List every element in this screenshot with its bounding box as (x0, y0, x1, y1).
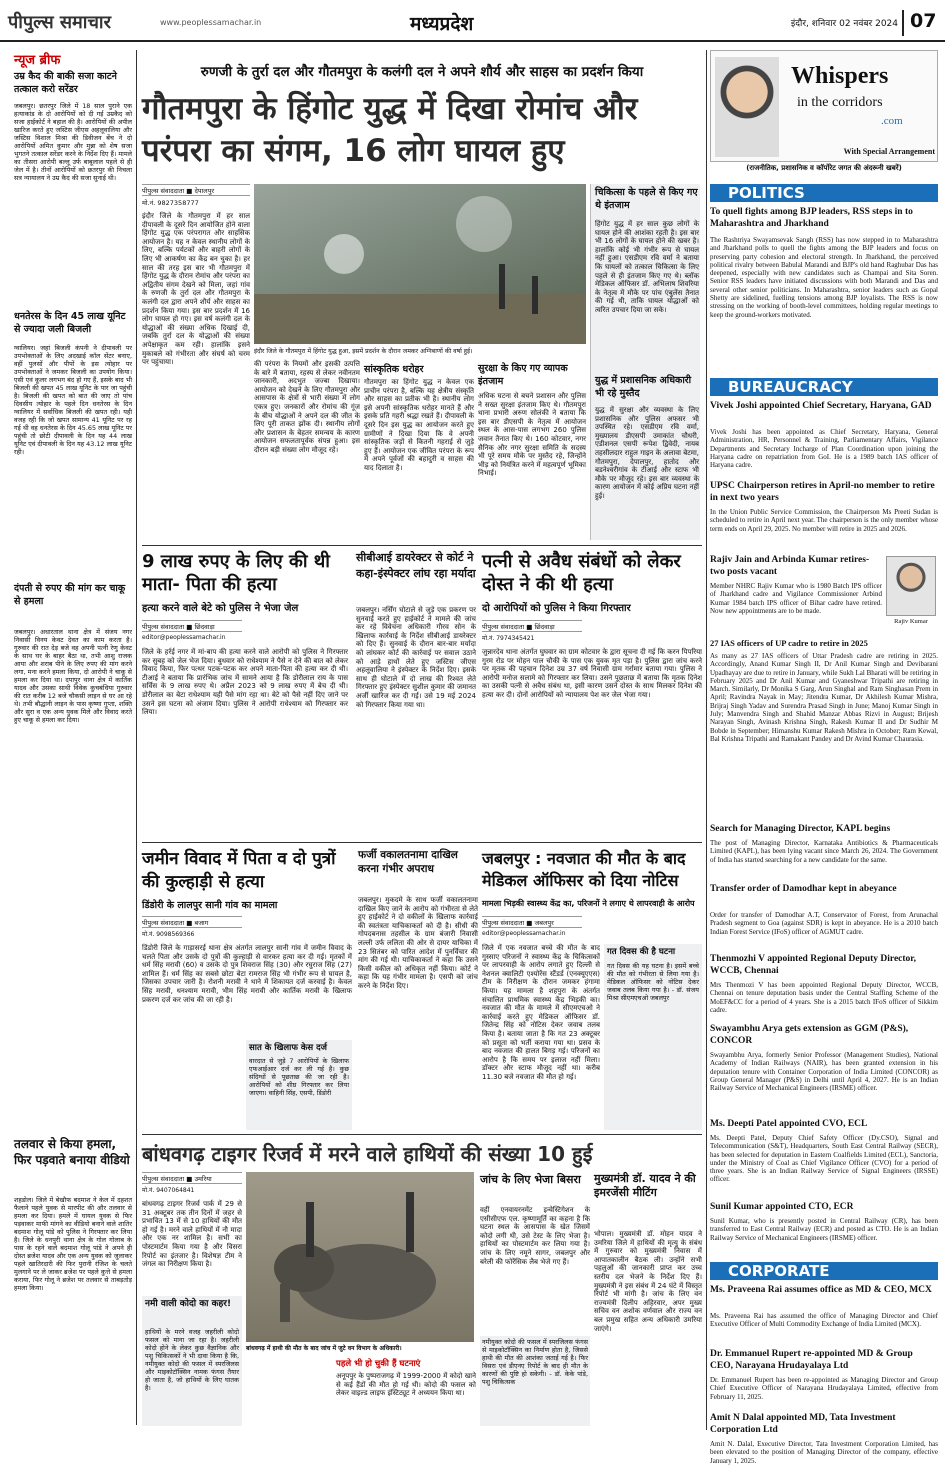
divider (142, 842, 702, 843)
story-h-title: जांच के लिए भेजा बिसरा (480, 1173, 581, 1186)
bureau-7-title: Thenmozhi V appointed Regional Deputy Director, WCCB, Chennai (710, 954, 917, 976)
page-number: 07 (902, 10, 942, 36)
whispers-tagline: (राजनीतिक, प्रशासनिक व कॉर्पोरेट जगत की अंदरूनी खबरें) (746, 164, 902, 172)
corp-1-title: Ms. Praveena Rai assumes office as MD & CEO, MCX (710, 1285, 932, 1295)
bureau-6-body: Order for transfer of Damodhar A.T, Conservator of Forest, from Arunachal Pradesh segment to Goa (against SDR) is kept in abeyance. He is a 2010 batch Indian Forest Service (IFoS) officer of AGMUT cadre. (710, 911, 938, 936)
story-f-box (604, 944, 702, 1130)
story-c-title: पत्नी से अवैध संबंधों को लेकर दोस्त ने की थी हत्या (482, 551, 681, 595)
story-h-note: नमीयुक्त कोदो की फसल में स्परजिलस फंगस से माइकोटॉक्सिन का निर्माण होता है, जिससे हाथी की मौत की आशंका जताई गई है। फिर विसरा एवं डीएनए रिपोर्ट के बाद ही मौत के कारणों की पुष्टि हो सकेगी। - डॉ. केके पांडे, पशु चिकित्सक (480, 1336, 590, 1426)
story-a-title: 9 लाख रुपए के लिए की थी माता- पिता की हत्या (142, 551, 330, 595)
brief-2-title: धनतेरस के दिन 45 लाख यूनिट से ज्यादा जली बिजली (14, 311, 126, 335)
story-f-title: जबलपुर : नवजात की मौत के बाद मेडिकल ऑफिसर को दिया नोटिस (482, 849, 686, 890)
medical-body: हिंगोट युद्ध में हर साल कुछ लोगों के घायल होने की आशंका रहती है। इस बार भी 16 लोगों के घायल होने की खबर है। हालांकि कोई भी गंभीर रूप से घायल नहीं हुआ। एसडीएम रवि वर्मा ने बताया कि घायलों को तत्काल चिकित्सा के लिए पहले से ही इंतजाम किए गए थे। ब्लॉक मेडिकल ऑफिसर डॉ. अभिलाष शिवरिया के नेतृत्व में मौके पर पांच एंबुलेंस तैनात की गई थी, ताकि घायल योद्धाओं को त्वरित उपचार दिया जा सके। (595, 220, 699, 314)
politics-1-body: The Rashtriya Swayamsevak Sangh (RSS) has now stepped in to Maharashtra and Jharkhand polls to quell the fights among the BJP leaders and focus on preserving party cohesion and electoral strength. In Jharkhand, the perceived political rivalry between Babulal Marandi and BJP's old hand Raghubar Das has deepened, especially with new candidates such as Champai and Sita Soren. Senior RSS leaders have initiated discussions with both Marandi and Das and several other senior politicians. In Maharashtra, senior leaders such as Gopal Shetty are sidelined, fuelling tensions among BJP loyalists. The RSS is now stressing on the working of booth-level committees, holding regular meetings to keep the ground-workers motivated. (710, 236, 938, 319)
bureau-4-body: As many as 27 IAS officers of Uttar Pradesh cadre are retiring in 2025. Accordingly, Anand Kumar Singh II, Dr Anil Kumar Singh and Devibarani Upadhayay are due to retire in January, while Sukh Lal Bharati will be retiring in February 2025 and Dr Anil Kumar and Gyaneshwar Tripathi are retiring in March. Similarly, Dr Monika S Garg, Arun Singhal and Ram Singhasan Prem in April; Ravindra Nayak in May; Jitendra Kumar, Dr Akhilesh Kumar Mishra, Brijraj Singh Yadav and Surendra Prasad Singh in June; Manoj Kumar Singh in July; Manvendra Singh and Shahid Manzar Abbas Rizvi in August; Brijesh Narayan Singh, Avinash Krishna Singh, Rakesh Kumar II and Dr Sudhir M Bobde in September; Himanshu Kumar Rakesh Mishra in October; Ram Kewal, Bal Krishna Tripathi and Ramakant Pandey and Dr Avind Kumar Chaurasia. (710, 652, 938, 743)
story-h-body: वहीं एनवायरनमेंट इन्वेस्टिगेशन के एसीसीएफ एल. कृष्णामूर्ति का कहना है कि घटना स्थल के आसपास के खेत जिसमें कोदो लगी थी, उसे टेस्ट के लिए भेजा है। हाथियों का पोस्टमार्टम कर लिया गया है। जांच के लिए नमूने सागर, जबलपुर और बरेली की फोरेंसिक लैब भेजे गए हैं। (480, 1206, 590, 1266)
rajiv-kumar-photo (886, 556, 936, 616)
website-url[interactable]: www.peoplessamachar.in (160, 18, 262, 27)
top-phone: मो.नं. 9827358777 (142, 199, 199, 207)
story-b-title: सीबीआई डायरेक्टर से कोर्ट ने कहा-इंस्पेक्टर लांघ रहा मर्यादा (356, 551, 476, 580)
whispers-banner (710, 50, 938, 162)
divider (142, 1134, 702, 1135)
bureau-3-title: Rajiv Jain and Arbinda Kumar retires-two posts vacant (710, 555, 870, 577)
columnist-avatar (715, 57, 779, 157)
story-d-body: डिंडोरी जिले के गाड़ासरई थाना क्षेत्र अंतर्गत लालपुर सानी गांव में जमीन विवाद के चलते पिता और उसके दो पुत्रों की कुल्हाड़ी से वारकर हत्या कर दी गई। मृतकों में धर्म सिंह मरावी (60) व उसके दो पुत्र शिवराज सिंह (30) और रघुराज सिंह (27) शामिल हैं। धर्म सिंह का सबसे छोटा बेटा रामराज सिंह भी गंभीर रूप से घायल है, जिसका उपचार जारी है। रोशनी मरावी ने थाने में शिकायत दर्ज करवाई है। केवल सिंह मरावी, धनश्याम मरावी, भीम सिंह मरावी और कार्तिक मरावी के खिलाफ प्रकरण दर्ज कर जांच की जा रही है। (142, 944, 352, 1004)
history-title: पहले भी हो चुकी हैं घटनाएं (336, 1359, 421, 1369)
story-f-email: editor@peoplessamachar.in (482, 930, 566, 937)
story-d-sub: डिंडोरी के लालपुर सानी गांव का मामला (142, 900, 278, 911)
story-c-phone: मो.नं. 7974345421 (482, 635, 535, 642)
newspaper-logo: पीपुल्स समाचार (8, 12, 111, 33)
corp-3-title: Amit N Dalal appointed MD, Tata Investment Corporation Ltd (710, 1413, 896, 1435)
bureau-3-body: Member NHRC Rajiv Kumar who is 1980 Batch IPS officer of Jharkhand cadre and Vigilance Commissioner Arbind Kumar 1984 batch IPS officer of Bihar cadre have retired. Now new appointments are to be made. (710, 582, 882, 615)
bureau-10-title: Sunil Kumar appointed CTO, ECR (710, 1202, 854, 1212)
side-box (590, 184, 700, 540)
bureaucracy-bar: BUREAUCRACY (710, 378, 938, 396)
whispers-credit: With Special Arrangement (843, 147, 935, 156)
brief-1-body: जबलपुर। छतरपुर जिले में 18 साल पुराने एक हत्याकांड के दो आरोपियों को दी गई उम्रकैद को सजा हाईकोर्ट ने बहाल की है। आरोपियों की अपील खारिज करते हुए जस्टिस जीएस अहलूवालिया और जस्टिस विशाल मिश्रा की डिवीजन बेंच ने दो आरोपियों अमित कुमार और मुन्ना को शेष सजा भुगतने तत्काल सरेंडर करने के निर्देश दिए हैं। मामले का तीसरा आरोपी बल्लू उर्फ बाबूलाल पहले से ही जेल में है। तीनों आरोपियों को छतरपुर की निचला सत्र न्यायालय ने उम्र कैद की सजा सुनाई थी। (14, 102, 132, 182)
story-d-phone: मो.नं. 9098569366 (142, 931, 195, 938)
bureau-10-body: Sunil Kumar, who is presently posted in Central Railway (CR), has been transferred to East Central Railway (ECR) and posted as CTO. He is an Indian Railway Service of Mechanical Engineers (IRSME) officer. (710, 1217, 938, 1242)
brief-3-title: दंपती से रुपए की मांग कर चाकू से हमला (14, 583, 126, 607)
brief-4-title: तलवार से किया हमला, फिर पड़वाते बनाया वीडियो (14, 1137, 130, 1167)
top-photo (254, 184, 586, 344)
story-d-title: जमीन विवाद में पिता व दो पुत्रों की कुल्हाड़ी से हत्या (142, 849, 336, 892)
bureau-1-title: Vivek Joshi appointed Chief Secretary, Haryana, GAD (710, 401, 932, 411)
security-title: सुरक्षा के किए गए व्यापक इंतजाम (478, 363, 568, 387)
brief-1-title: उम्र कैद की बाकी सजा काटने तत्काल करो सरेंडर (14, 71, 117, 95)
battle-scene-illustration (254, 184, 586, 344)
story-f-body: जिले में एक नवजात बच्चे की मौत के बाद गुस्साए परिजनों ने स्वास्थ्य केंद्र के चिकित्सकों पर लापरवाही के आरोप लगाते हुए दिल्ली से नेशनल क्वालिटी एश्योरेंस स्टैंडर्ड (एनक्यूएएस) टीम के निरीक्षण के दौरान जमकर हंगामा किया। यह मामला है शहपुरा के अंतर्गत संचालित प्राथमिक स्वास्थ्य केंद्र भिड़की का। नवजात की मौत के मामले में सीएमएचओ ने कार्रवाई करते हुए मेडिकल ऑफिसर डॉ. जितेन्द्र सिंह को नोटिस देकर जवाब तलब किया है। बताया जाता है कि गत 23 अक्टूबर को प्रसूता को भर्ती कराया गया था। प्रसव के बाद नवजात की हालत बिगड़ गई। परिजनों का आरोप है कि समय पर इलाज नहीं मिला। डॉक्टर और स्टाफ मौजूद नहीं था। करीब 11.30 बजे नवजात की मौत हो गई। (482, 944, 600, 1081)
story-c-sub: दो आरोपियों को पुलिस ने किया गिरफ्तार (482, 603, 631, 614)
story-b-body: जबलपुर। नर्सिंग घोटाले से जुड़े एक प्रकरण पर सुनवाई करते हुए हाईकोर्ट ने मामले की जांच कर रहे विवेचना अधिकारी गौरव सोन के खिलाफ कार्रवाई के निर्देश सीबीआई डायरेक्टर को दिए हैं। सुनवाई के दौरान बार-बार मर्यादा को लांघकर कोर्ट की कार्रवाई पर सवाल उठाने को आड़े हाथों लेते हुए जस्टिस जीएस अहलूवालिया ने इंस्पेक्टर के निर्देश दिए। इसके साथ ही घोटाले में दो लाख की रिश्वत लेते गिरफ्तार हुए इंस्पेक्टर सुशील कुमार की जमानत अर्जी खारिज कर दी गई। उसे 19 मई 2024 को गिरफ्तार किया गया था। (356, 606, 476, 709)
story-f-box-title: गत दिवस की है घटना (607, 947, 676, 957)
admin-body: युद्ध में सुरक्षा और व्यवस्था के लिए प्रशासनिक और पुलिस अफसर भी उपस्थित रहे। एसडीएम रवि वर्मा, मुख्यालय डीएसपी उमाकांत चौधरी, एडीशनल एसपी रूपेश द्विवेदी, नायब तहसीलदार राहुल गाइन के अलावा बेटमा, गौतमपुरा, देपालपुर, हातोद और बडनेश्वरीगांव के टीआई और स्टाफ भी मौके पर मौजूद रहे। इस बार व्यवस्था के कारण आयोजन में कोई अप्रिय घटना नहीं हुई। (595, 406, 699, 500)
story-f-box-body: गत दिवस की यह घटना है। इसमें बच्चे की मौत को गंभीरता से लिया गया है। मेडिकल ऑफिसर को नोटिस देकर जवाब तलब किया गया है। - डॉ. संजय मिश्रा सीएमएचओ जबलपुर (607, 962, 699, 1002)
story-d-byline: पीपुल्स संवाददाता ■ बजाग (142, 916, 242, 928)
story-d-box-title: सात के खिलाफ केस दर्ज (249, 1043, 327, 1053)
story-d-box (246, 1040, 352, 1130)
corp-2-body: Dr. Emmanuel Rupert has been re-appointed as Managing Director and Group Chief Executive Officer of Narayana Hrudayalaya Limited, effective from February 11, 2025. (710, 1376, 938, 1401)
bureau-9-title: Ms. Deepti Patel appointed CVO, ECL (710, 1119, 868, 1129)
bureau-4-title: 27 IAS officers of UP cadre to retire in 2025 (710, 638, 868, 648)
story-g-box-body: हाथियों के मरने वजह जहरीली कोदो फसल को माना जा रहा है। जहरीली कोदो होने के लेकर कुछ वैज्ञानिक और पशु चिकित्सकों ने भी दावा किया है कि, नमीयुक्त कोदो की फसल में स्परजिलस और माइकोटॉक्सिन नामक फंगस तैयार हो जाता है, जो हाथियों के लिए घातक है। (145, 1328, 239, 1392)
top-headline: गौतमपुरा के हिंगोट युद्ध में दिखा रोमांच और परंपरा का संगम, 16 लोग घायल हुए (142, 91, 638, 169)
bureau-5-body: The post of Managing Director, Karnataka Antibiotics & Pharmaceuticals Limited (KAPL), has been lying vacant since March 26, 2024. The Government of India has started searching for a new candidate for the same. (710, 839, 938, 864)
bureau-7-body: Mrs Thenmozi V has been appointed Regional Deputy Director, WCCB, Chennai on tenure deputation basis under the Central Staffing Scheme of the MoEF&CC for a period of 4 years. She is a 2015 batch IFoS officer of Sikkim cadre. (710, 981, 938, 1014)
story-g-box-title: नमी वाली कोदो का कहर! (145, 1299, 232, 1309)
bureau-1-body: Vivek Joshi has been appointed as Chief Secretary, Haryana, General Administration, HR, Personnel & Training, Parliamentary Affairs, Vigilance Departments and Secretary Incharge of Plan Coordination upon joining the Haryana cadre on repatriation from GoI. He is a 1989 batch IAS officer of Haryana cadre. (710, 428, 938, 470)
divider (142, 545, 702, 546)
story-g-body: बांधवगढ़ टाइगर रिजर्व पार्क में 29 से 31 अक्टूबर तक तीन दिनों में जहर से प्रभावित 13 में से 10 हाथियों की मौत हो गई है। मरने वाले हाथियों में नौ मादा और एक नर शामिल है। सभी का पोस्टमार्टम किया गया है और विसरा रिपोर्ट का इंतजार है। विशेषज्ञ टीम ने जंगल का निरीक्षण किया है। (142, 1200, 242, 1269)
corporate-bar: CORPORATE (710, 1262, 938, 1280)
corp-3-body: Amit N. Dalal, Executive Director, Tata Investment Corporation Limited, has been elevated to the position of Managing Director of the company, effective January 1, 2025. (710, 1440, 938, 1465)
story-c-byline: पीपुल्स संवाददाता ■ छिंदवाड़ा (482, 620, 582, 632)
masthead (0, 0, 945, 42)
top-byline: पीपुल्स संवाददाता ■ देपालपुर (142, 184, 250, 196)
story-g-title: बांधवगढ़ टाइगर रिजर्व में मरने वाले हाथियों की संख्या 10 हुई (142, 1142, 593, 1166)
story-c-body: जुन्नारदेव थाना अंतर्गत घुघवार का ग्राम कोटवार के द्वारा सूचना दी गई कि करन पिपरिया गुरम रोड पर मोहन पाल चौकी के पास एक युवक मृत पड़ा है। पुलिस द्वारा जांच करने पर मृतक की पहचान दिनेश उम्र 37 वर्ष निवासी ग्राम गर्रामार बताया गया। पुलिस ने आरोपी मनोज सलामे को गिरफ्तार कर लिया। उसने पूछताछ में बताया कि मृतक दिनेश का उसकी पत्नी से अवैध संबंध था, इसी कारण उसने दोस्त के साथ मिलकर दिनेश की हत्या कर दी। दोनों आरोपियों को न्यायालय पेश कर जेल भेजा गया। (482, 648, 702, 699)
politics-bar: POLITICS (710, 184, 938, 202)
story-g-body-continued (246, 1358, 332, 1426)
bureau-6-title: Transfer order of Damodhar kept in abeyance (710, 884, 897, 894)
story-g-phone: मो.नं. 9407064841 (142, 1187, 195, 1194)
top-kicker: रुणजी के तुर्रा दल और गौतमपुरा के कलंगी दल ने अपने शौर्य और साहस का प्रदर्शन किया (200, 64, 644, 80)
bureau-2-body: In the Union Public Service Commission, the Chairperson Ms Preeti Sudan is scheduled to retire in April next year. The chairperson is the only member whose term ends on April 29, 2025. No member will retire in 2025 and 2026. (710, 508, 938, 533)
corp-2-title: Dr. Emmanuel Rupert re-appointed MD & Group CEO, Narayana Hrudayalaya Ltd (710, 1349, 913, 1371)
story-e-body: जबलपुर। मुकदमे के साथ फर्जी वकालतनामा दाखिल किए जाने के आरोप को गंभीरता से लेते हुए हाईकोर्ट ने दो वकीलों के खिलाफ कार्रवाई की स्वतंत्रता याचिकाकर्ता को दी है। सीधी की गोपदबनास तहसील के ग्राम बंजारी निवासी लल्ली उर्फ ललिता की ओर से दायर याचिका में 23 सितंबर को पारित आदेश में पुनर्विचार की मांग की गई थी। याचिकाकर्ता ने कहा कि उसने किसी वकील को अधिकृत नहीं किया। कोर्ट ने कहा कि यह गंभीर मामला है। एसपी को जांच करने के निर्देश दिए। (358, 896, 478, 990)
divider (706, 50, 707, 1430)
story-f-byline: पीपुल्स संवाददाता ■ जबलपुर (482, 916, 582, 928)
story-f-sub: मामला भिड़की स्वास्थ्य केंद्र का, परिजनों ने लगाए थे लापरवाही के आरोप (482, 899, 695, 908)
bureau-2-title: UPSC Chairperson retires in April-no member to retire in next two years (710, 481, 935, 503)
elephant-illustration (246, 1172, 474, 1342)
news-brief-label: न्यूज ब्रीफ (14, 53, 61, 68)
bureau-5-title: Search for Managing Director, KAPL begins (710, 824, 891, 834)
elephant-photo-caption: बांधवगढ़ में हाथी की मौत के बाद जांच में जुटे वन विभाग के अधिकारी। (246, 1345, 402, 1352)
security-body: अधिक घटना से बचने प्रशासन और पुलिस ने सख्त सुरक्षा इंतजाम किए थे। गौतमपुरा थाना प्रभारी अरुण सोलंकी ने बताया कि इस बार डीएसपी के नेतृत्व में आयोजन स्थल के आस-पास लगभग 260 पुलिस जवान तैनात किए थे। 160 कोटवार, नगर सैनिक और नगर सुरक्षा समिति के सदस्य भी पूरे समय मौके पर मुस्तैद रहे, जिन्होंने भीड़ को नियंत्रित करने में महत्वपूर्ण भूमिका निभाई। (478, 392, 586, 478)
history-body: अनूपपुर के पुष्पराजगढ़ में 1999-2000 में कोदो खाने से कई हैंडों की मौत हो गई थी। कोदो की फसल को लेकर वाइल्ड लाइफ इंस्टिट्यूट ने अध्ययन किया था। (336, 1372, 476, 1398)
story-a-body: जिले के हर्रई नगर में मां-बाप की हत्या करने वाले आरोपी को पुलिस ने गिरफ्तार कर सुबह को जेल भेज दिया। बुधवार को राधेश्याम ने पैसे न देने की बात को लेकर विवाद किया, फिर पत्थर पटक-पटक कर अपने माता-पिता की हत्या कर दी थी। टीआई ने बताया कि प्रारंभिक जांच में सामने आया है कि डोरीलाल राय के पास सर्विस के 9 लाख रुपए थे। अप्रैल 2023 को 9 लाख रुपए में बेच दी थी। डोरीलाल का बेटा राधेश्याम यही पैसे मांग रहा था। बेटे को पैसे नहीं दिए जाने पर उसने इस घटना को अंजाम दिया। पुलिस ने आरोपी राधेश्याम को गिरफ्तार कर लिया। (142, 648, 348, 717)
brief-3-body: जबलपुर। अधारताल थाना क्षेत्र में संजय नगर निवासी विनय केवट देवत का काम करता है। गुरुवार की रात देड़ बजे वह अपनी पत्नी रेणु केवट के साथ घर के बाहर बैठा था, तभी आशु राजक आया और शराब पीने के लिए रुपए की मांग करने लगा, मना करने हमला किया, दो आरोपी ने चाकू से हमला कर दिया था। दपापुर थाना क्षेत्र में कार्तिक यादव और उसका साथी विवेक कुचबंधिया गुरुवार की रात करीब 12 बजे चौकसी लाइन से घर आ रहे थे। तभी बौद्धानी लाइन के पास कृष्णा गुप्ता, शक्ति और सुरा व एक अन्य युवक मिले और विवाद करते हुए चाकू से हमला कर दिया। (14, 628, 132, 724)
story-i-title: मुख्यमंत्री डॉ. यादव ने की इमरजेंसी मीटिंग (594, 1172, 696, 1199)
story-a-sub: हत्या करने वाले बेटे को पुलिस ने भेजा जेल (142, 603, 299, 614)
top-photo-caption: इंदौर जिले के गौतमपुरा में हिंगोट युद्ध हुआ, इसमें प्रदर्शन के दौरान जमकर अग्निबाणों की वर्षा हुई। (254, 348, 473, 355)
bureau-9-body: Ms. Deepti Patel, Deputy Chief Safety Officer (Dy.CSO), Signal and Telecommunication (S&T), Headquarters, South East Central Railway (SECR), has been selected for deputation in Eastern Coalfields Limited (ECL), Sanctoria, under the Ministry of Coal as Chief Vigilance Officer (CVO) for a period of three years. She is an Indian Railway Service of Signal Engineers (IRSSE) officer. (710, 1134, 938, 1184)
medical-title: चिकित्सा के पहले से किए गए थे इंतजाम (595, 187, 698, 211)
story-d-box-body: वारदात से जुड़े 7 आरोपियों के खिलाफ एफआईआर दर्ज कर ली गई है। कुछ संदिग्धों से पूछताछ की जा रही है। आरोपियों को शीघ्र गिरफ्तार कर लिया जाएगा। वाहिनी सिंह, एसपी, डिंडोरी (249, 1057, 349, 1097)
top-body-col2: की परंपरा के नियमों और इसकी उत्पत्ति के बारे में बताया, रहस्य से लेकर नवीनतम जानकारी, अदभुत जज्बा दिखाया। आयोजन को देखने के लिए गौतमपुरा और आसपास के क्षेत्रों से भारी संख्या में लोग एकत्र हुए। जनकारों और रोमांच की गूंज के बीच योद्धाओं ने अपने दल की जीत के लिए पूरी ताकत झोंक दी। स्थानीय लोगों और प्रशासन के बेहतर समन्वय के कारण आयोजन सफलतापूर्वक संपन्न हुआ। इस दौरान बड़ी संख्या लोग मौजूद रहे। (254, 360, 360, 454)
whispers-logo-suffix: .com (881, 115, 903, 127)
bureau-8-title: Swayambhu Arya gets extension as GGM (P&S), CONCOR (710, 1024, 909, 1046)
rajiv-kumar-caption: Rajiv Kumar (894, 618, 928, 625)
story-e-title: फर्जी वकालतनामा दाखिल करना गंभीर अपराध (358, 849, 458, 875)
story-g-box (142, 1296, 242, 1426)
culture-body: गौतमपुरा का हिंगोट युद्ध न केवल एक प्राचीन परंपरा है, बल्कि यह क्षेत्रीय संस्कृति और साहस का प्रतीक भी है। स्थानीय लोग इसे अपनी सांस्कृतिक धरोहर मानते हैं और इसके प्रति गहरी श्रद्धा रखते हैं। दीपावली के दूसरे दिन इस युद्ध का आयोजन करते हुए ग्रामीणों ने दिखा दिया कि वे अपनी सांस्कृतिक जड़ों से कितनी गहराई से जुड़े हुए हैं। आयोजन एक जीवित परंपरा के रूप में अपने पूर्वजों की बहादुरी व साहस की याद दिलाता है। (364, 378, 474, 472)
top-body-col1: इंदौर जिले के गौतमपुरा में हर साल दीपावली के दूसरे दिन आयोजित होने वाला हिंगोट युद्ध एक परंपरागत और साहसिक आयोजन है। यह न केवल स्थानीय लोगों के लिए, बल्कि पर्यटकों और बाहरी लोगों के लिए भी आकर्षण का केंद्र बन चुका है। हर साल की तरह इस बार भी गौतमपुरा में हिंगोट युद्ध के दौरान रोमांच और परंपरा का अद्वितीय संगम देखने को मिला, जहां गांव के रुणजी के तुर्रा दल और गौतमपुरा के कलंगी दल द्वारा अपने शौर्य और साहस का प्रदर्शन किया गया। इस बार प्रदर्शन में 16 लोग घायल हो गए। इस वर्ष कलंगी दल के योद्धाओं की संख्या अधिक दिखाई दी, जबकि तुर्रा दल के योद्धाओं की संख्या अपेक्षाकृत कम रही। हालांकि इसने मुकाबले को गंभीरता और संघर्ष को चरम पर पहुंचाया। (142, 212, 250, 367)
section-title: मध्यप्रदेश (410, 13, 474, 35)
bureau-8-body: Swayambhu Arya, formerly Senior Professor (Management Studies), National Academy of Indian Railways (NAIR), has been granted extension in his deputation tenure with Container Corporation of India Limited (CONCOR) as Group General Manager (P&S) in Delhi until April 4, 2027. He is an Indian Railway Service of Mechanical Engineers (IRSME) officer. (710, 1051, 938, 1093)
brief-4-body: शहडोल। जिले में बेखौफ बदमाश ने केल में दहशत फैलाने पहले युवक से मारपीट की और तलवार से हमला कर दिया। हमले में घायल युवक से फिर पड़वाकर माफी मांगने का वीडियो बनाने वाले शातिर बदमाश गोलू पांडे को पुलिस ने गिरफ्तार कर लिया है। जिले के धनपुरी थाना क्षेत्र के गोल गोलाब के पास के रहने वाले बदमाश गोलू पांडे ने अपने ही दोस्त ब्रजेश यादव और एक अन्य युवक को जुलाकर पहले खातिरदारी की फिर पुरानी रंजिश के चलते मुलगाने पर ले जाकर ब्रजेश पर पहले कुत्ते से हमला कराया, फिर गोलू ने ब्रजेश पर तलवार से ताबड़तोड़ हमला किया। (14, 1196, 132, 1292)
culture-title: सांस्कृतिक धरोहर (364, 364, 424, 375)
story-a-byline: पीपुल्स संवाददाता ■ छिंदवाड़ा (142, 620, 242, 632)
news-brief-column (14, 50, 132, 1425)
whispers-column (710, 50, 938, 1465)
admin-title: युद्ध में प्रशासनिक अधिकारी भी रहे मुस्तैद (595, 375, 692, 399)
story-a-email: editor@peoplessamachar.in (142, 634, 226, 641)
elephant-photo (246, 1172, 474, 1342)
dateline: इंदौर, शनिवार 02 नवंबर 2024 (790, 19, 898, 29)
story-g-byline: पीपुल्स संवाददाता ■ उमरिया (142, 1172, 242, 1184)
politics-1-title: To quell fights among BJP leaders, RSS steps in to Maharashtra and Jharkhand (710, 207, 913, 229)
whispers-title: Whispers (791, 63, 889, 89)
whispers-subtitle: in the corridors (797, 95, 883, 110)
divider (136, 50, 137, 1425)
brief-2-body: ग्वालियर। जहां बिजली कंपनी ने दीपावली पर उपभोक्ताओं के लिए अदखाई कॉल सेंटर बनाए, वहीं पुलसों और पीपों के इस त्योहार पर उपभोक्ताओं ने जमकर बिजली का उपयोग किया। एसी एवं कूलर लगभग बंद हो गए हैं, इसके बाद भी बिजली की खपत 45 लाख यूनिट के पार जा पहुंची है। बिजली की खपत को बात की जाए तो पांच दिवसीय त्योहार के पहले दिन धनतेरस के दिन ग्वालियर में सर्वाधिक बिजली की खपत रही। यही वजह रही कि जो खपत सामान्य 41 यूनिट पर रह गई थी वह धनतेरस के दिन 45.65 लाख यूनिट पर पहुंची तो छोटी दीपावली के दिन यह 44 लाख यूनिट एवं दीपावली के दिन यह 43.12 लाख यूनिट रही। (14, 344, 132, 456)
corp-1-body: Ms. Praveena Rai has assumed the office of Managing Director and Chief Executive Officer of Multi Commodity Exchange of India Limited (MCX). (710, 1312, 938, 1329)
story-i-body: भोपाल। मुख्यमंत्री डॉ. मोहन यादव ने उमरिया जिले में हाथियों की मृत्यु के संबंध में गुरुवार को मुख्यमंत्री निवास में आपातकालीन बैठक ली। उन्होंने सभी पहलुओं की जानकारी प्राप्त कर उच्च स्तरीय दल भेजने के निर्देश दिए हैं। मुख्यमंत्री ने इस संबंध में 24 घंटे में विस्तृत रिपोर्ट भी मांगी है। जांच के लिए वन राज्यमंत्री दिलीप अहिरवार, अपर मुख्य सचिव वन अशोक वर्णवाल और राज्य वन बल प्रमुख सहित अन्य अधिकारी उमरिया जाएंगे। (594, 1230, 702, 1333)
